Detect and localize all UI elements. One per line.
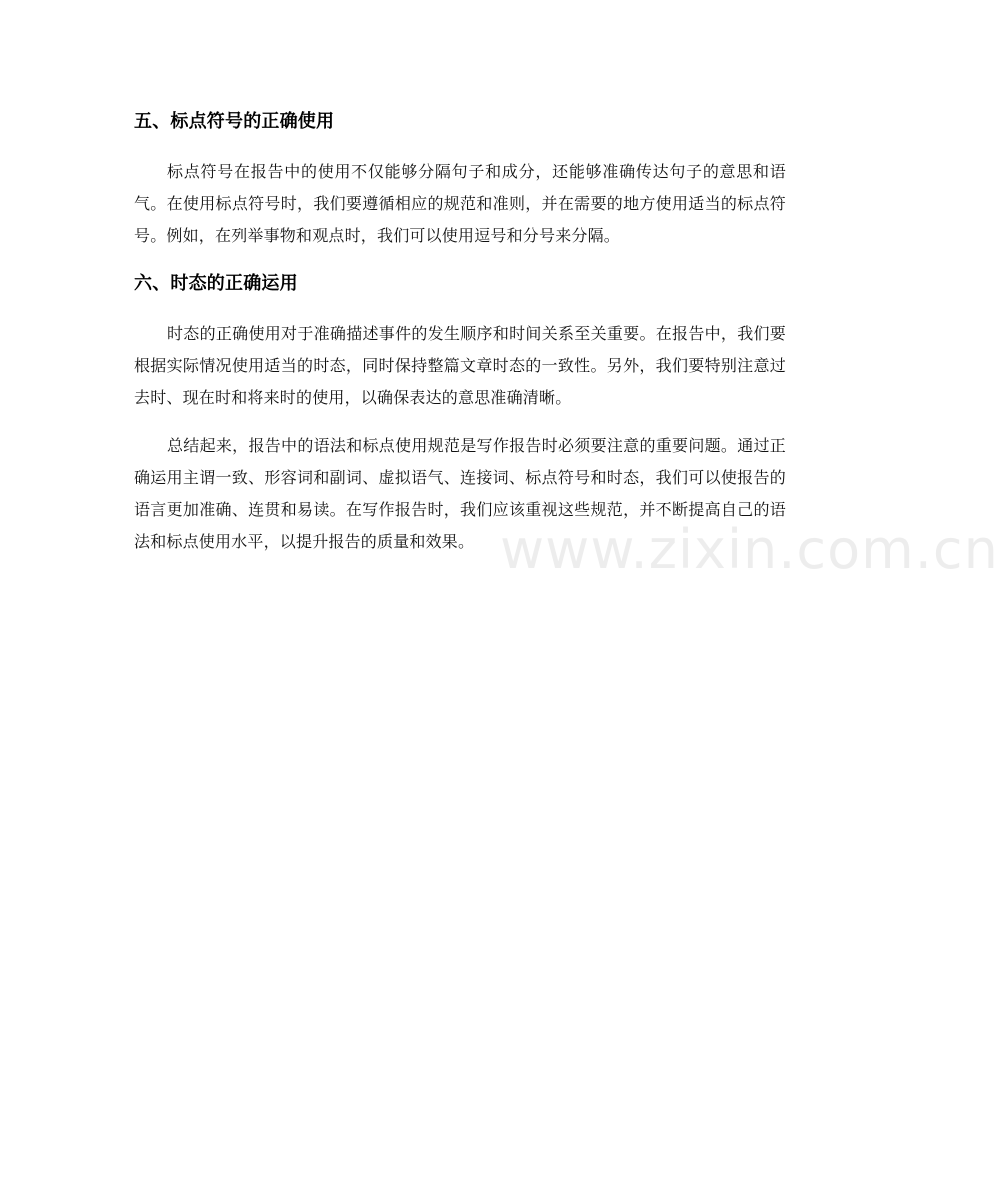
document-content (134, 108, 786, 558)
paragraph-summary: 总结起来，报告中的语法和标点使用规范是写作报告时必须要注意的重要问题。通过正确运用主谓一致、形容词和副词、虚拟语气、连接词、标点符号和时态，我们可以使报告的语言更加准确、连贯和易读。在写作报告时，我们应该重视这些规范，并不断提高自己的语法和标点使用水平，以提升报告的质量和效果。 (134, 436, 786, 551)
paragraph-punctuation: 标点符号在报告中的使用不仅能够分隔句子和成分，还能够准确传达句子的意思和语气。在使用标点符号时，我们要遵循相应的规范和准则，并在需要的地方使用适当的标点符号。例如，在列举事物和观点时，我们可以使用逗号和分号来分隔。 (134, 162, 786, 245)
watermark: www.zixin.com.cn (500, 518, 999, 581)
paragraph-tense: 时态的正确使用对于准确描述事件的发生顺序和时间关系至关重要。在报告中，我们要根据实际情况使用适当的时态，同时保持整篇文章时态的一致性。另外，我们要特别注意过去时、现在时和将来时的使用，以确保表达的意思准确清晰。 (134, 324, 786, 407)
section-title-tense: 六、时态的正确运用 (134, 273, 298, 294)
section-title-punctuation: 五、标点符号的正确使用 (134, 111, 335, 132)
